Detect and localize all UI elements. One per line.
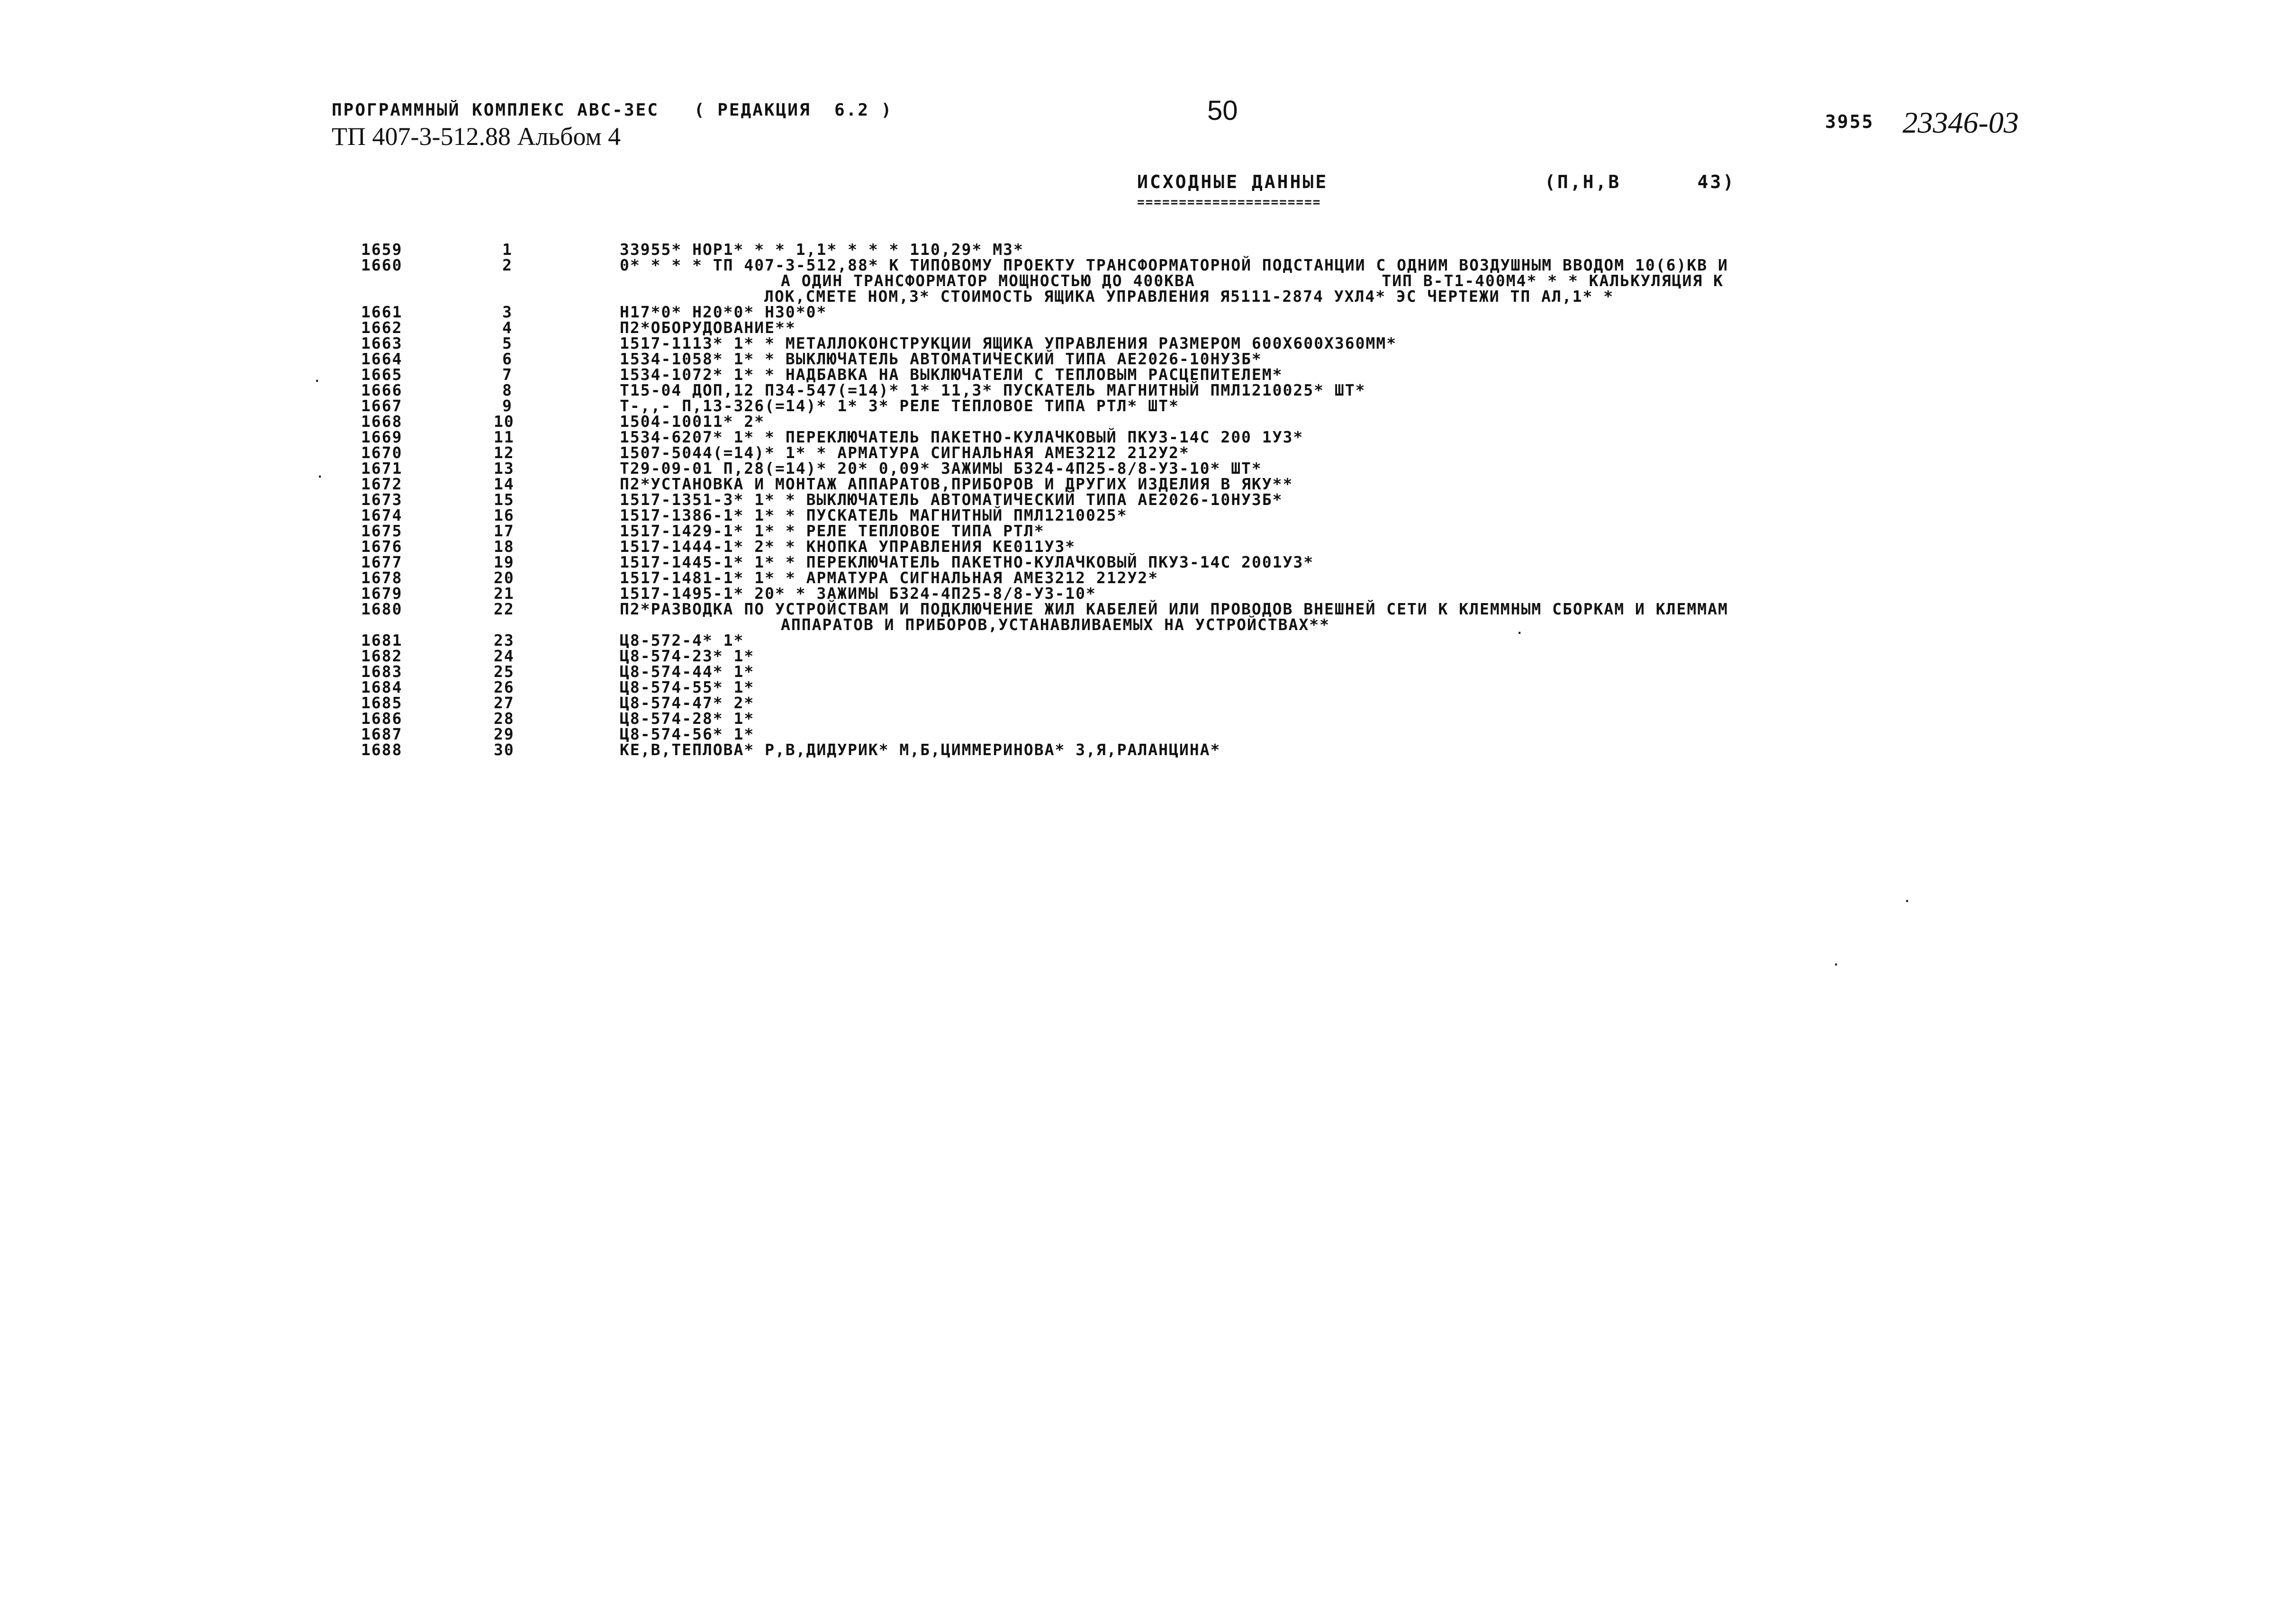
record-text: Ц8-574-23* 1* (620, 647, 755, 665)
record-text: П2*ОБОРУДОВАНИЕ** (620, 318, 796, 337)
table-row (0, 460, 1724, 476)
line-number: 1667 (361, 397, 403, 415)
record-text: 1504-10011* 2* (620, 412, 765, 431)
scan-speck: · (316, 470, 324, 483)
sequence-number: 28 (494, 709, 515, 728)
table-row (0, 600, 1728, 618)
line-number: 1669 (361, 428, 403, 446)
line-number: 1685 (361, 694, 403, 712)
sequence-number: 8 (502, 381, 513, 399)
line-number: 1683 (361, 662, 403, 681)
sequence-number: 1 (502, 240, 513, 259)
record-text: 1517-1386-1* 1* * ПУСКАТЕЛЬ МАГНИТНЫЙ ПМЛ1210025* (620, 506, 1128, 524)
table-row (0, 476, 1724, 492)
table-row (0, 523, 1724, 539)
sequence-number: 22 (494, 600, 515, 618)
sequence-number: 30 (494, 740, 515, 759)
sequence-number: 20 (494, 568, 515, 587)
record-text: Ц8-574-44* 1* (620, 662, 755, 681)
table-row (0, 726, 1724, 742)
record-text: 1517-1113* 1* * МЕТАЛЛОКОНСТРУКЦИИ ЯЩИКА УПРАВЛЕНИЯ РАЗМЕРОМ 600Х600Х360ММ* (620, 334, 1397, 352)
table-row (0, 445, 1724, 460)
table-row (0, 679, 1724, 695)
record-text: Т29-09-01 П,28(=14)* 20* 0,09* ЗАЖИМЫ Б324-4П25-8/8-У3-10* ШТ* (620, 459, 1262, 478)
line-number: 1673 (361, 490, 403, 509)
sequence-number: 7 (502, 365, 513, 384)
record-text: Т-,,- П,13-326(=14)* 1* 3* РЕЛЕ ТЕПЛОВОЕ ТИПА РТЛ* ШТ* (620, 397, 1179, 415)
table-row (0, 242, 1724, 257)
line-number: 1674 (361, 506, 403, 524)
record-text: 1517-1445-1* 1* * ПЕРЕКЛЮЧАТЕЛЬ ПАКЕТНО-КУЛАЧКОВЫЙ ПКУ3-14С 2001У3* (620, 553, 1314, 571)
line-number: 1671 (361, 459, 403, 478)
record-text: Ц8-574-55* 1* (620, 678, 755, 696)
record-text: Ц8-572-4* 1* (620, 631, 744, 650)
line-number: 1659 (361, 240, 403, 259)
table-row (0, 398, 1724, 414)
line-number: 1664 (361, 350, 403, 368)
page-header-right (1825, 100, 2019, 139)
sequence-number: 24 (494, 647, 515, 665)
table-row (0, 664, 1724, 679)
line-number: 1660 (361, 256, 403, 274)
handwritten-stamp: 23346-03 (1902, 106, 2019, 139)
scan-speck: · (314, 374, 321, 388)
sequence-number: 15 (494, 490, 515, 509)
table-row (0, 711, 1724, 726)
record-text: 1517-1495-1* 20* * ЗАЖИМЫ Б324-4П25-8/8-У3-10* (620, 584, 1096, 603)
line-number: 1672 (361, 475, 403, 493)
record-text: 0* * * * ТП 407-3-512,88* К ТИПОВОМУ ПРОЕКТУ ТРАНСФОРМАТОРНОЙ ПОДСТАНЦИИ С ОДНИМ ВОЗДУШНЫМ ВВОДОМ 10(6)КВ И (620, 256, 1728, 274)
table-row (0, 382, 1724, 398)
continuation-line: А ОДИН ТРАНСФОРМАТОР МОЩНОСТЬЮ ДО 400КВА ТИП В-Т1-400М4* * * КАЛЬКУЛЯЦИЯ К (781, 271, 1724, 290)
table-row (0, 367, 1724, 382)
sequence-number: 2 (502, 256, 513, 274)
sequence-number: 10 (494, 412, 515, 431)
table-row (0, 570, 1724, 586)
line-number: 1666 (361, 381, 403, 399)
sequence-number: 25 (494, 662, 515, 681)
line-number: 1678 (361, 568, 403, 587)
sequence-number: 17 (494, 522, 515, 540)
table-row (0, 320, 1724, 335)
sequence-number: 4 (502, 318, 513, 337)
data-rows (0, 240, 1728, 759)
record-text: 1517-1444-1* 2* * КНОПКА УПРАВЛЕНИЯ КЕ011У3* (620, 537, 1076, 556)
sequence-number: 12 (494, 443, 515, 462)
table-row (0, 742, 1724, 758)
record-text: Н17*0* Н20*0* Н30*0* (620, 303, 827, 321)
line-number: 1670 (361, 443, 403, 462)
continuation-line: ЛОК,СМЕТЕ НОМ,3* СТОИМОСТЬ ЯЩИКА УПРАВЛЕНИЯ Я5111-2874 УХЛ4* ЭС ЧЕРТЕЖИ ТП АЛ,1* * (764, 287, 1614, 306)
sequence-number: 11 (494, 428, 515, 446)
record-text: Ц8-574-56* 1* (620, 725, 755, 743)
sequence-number: 18 (494, 537, 515, 556)
table-row (0, 414, 1724, 429)
scan-speck: · (1516, 626, 1523, 640)
line-number: 1662 (361, 318, 403, 337)
section-params: (П,Н,В 43) (1545, 171, 1736, 192)
table-row (0, 507, 1724, 523)
project-designation: ТП 407-3-512.88 Альбом 4 (332, 122, 621, 151)
line-number: 1680 (361, 600, 403, 618)
line-number: 1684 (361, 678, 403, 696)
sequence-number: 21 (494, 584, 515, 603)
sequence-number: 29 (494, 725, 515, 743)
table-row (0, 648, 1724, 664)
document-number: 3955 (1825, 111, 1874, 132)
table-row (0, 539, 1724, 554)
section-title-block (1137, 171, 1736, 209)
line-number: 1668 (361, 412, 403, 431)
sequence-number: 19 (494, 553, 515, 571)
line-number: 1663 (361, 334, 403, 352)
record-text: Т15-04 ДОП,12 П34-547(=14)* 1* 11,3* ПУСКАТЕЛЬ МАГНИТНЫЙ ПМЛ1210025* ШТ* (620, 381, 1366, 399)
table-row (0, 256, 1728, 274)
sequence-number: 23 (494, 631, 515, 650)
sequence-number: 5 (502, 334, 513, 352)
sequence-number: 6 (502, 350, 513, 368)
record-text: Ц8-574-28* 1* (620, 709, 755, 728)
line-number: 1679 (361, 584, 403, 603)
record-text: Ц8-574-47* 2* (620, 694, 755, 712)
record-text: П2*РАЗВОДКА ПО УСТРОЙСТВАМ И ПОДКЛЮЧЕНИЕ ЖИЛ КАБЕЛЕЙ ИЛИ ПРОВОДОВ ВНЕШНЕЙ СЕТИ К КЛЕММНЫМ СБОРКАМ И КЛЕММАМ (620, 600, 1728, 618)
line-number: 1681 (361, 631, 403, 650)
line-number: 1682 (361, 647, 403, 665)
record-text: 1534-6207* 1* * ПЕРЕКЛЮЧАТЕЛЬ ПАКЕТНО-КУЛАЧКОВЫЙ ПКУ3-14С 200 1У3* (620, 428, 1304, 446)
scan-speck: · (1833, 958, 1840, 971)
line-number: 1665 (361, 365, 403, 384)
line-number: 1677 (361, 553, 403, 571)
table-row (0, 586, 1724, 601)
record-text: 1517-1429-1* 1* * РЕЛЕ ТЕПЛОВОЕ ТИПА РТЛ* (620, 522, 1045, 540)
sequence-number: 3 (502, 303, 513, 321)
sequence-number: 16 (494, 506, 515, 524)
line-number: 1676 (361, 537, 403, 556)
line-number: 1661 (361, 303, 403, 321)
record-text: 1534-1058* 1* * ВЫКЛЮЧАТЕЛЬ АВТОМАТИЧЕСКИЙ ТИПА АЕ2026-10НУ3Б* (620, 350, 1262, 368)
sequence-number: 26 (494, 678, 515, 696)
continuation-line: АППАРАТОВ И ПРИБОРОВ,УСТАНАВЛИВАЕМЫХ НА УСТРОЙСТВАХ** (781, 615, 1330, 634)
program-name: ПРОГРАММНЫЙ КОМПЛЕКС АВС-ЗЕС ( РЕДАКЦИЯ 6.2 ) (332, 100, 893, 120)
record-text: КЕ,В,ТЕПЛОВА* Р,В,ДИДУРИК* М,Б,ЦИММЕРИНОВА* З,Я,РАЛАНЦИНА* (620, 740, 1221, 759)
scan-speck: · (1904, 894, 1911, 908)
table-row (0, 492, 1724, 507)
table-row (0, 695, 1724, 711)
sequence-number: 13 (494, 459, 515, 478)
record-text: 1534-1072* 1* * НАДБАВКА НА ВЫКЛЮЧАТЕЛИ С ТЕПЛОВЫМ РАСЦЕПИТЕЛЕМ* (620, 365, 1283, 384)
line-number: 1675 (361, 522, 403, 540)
sequence-number: 27 (494, 694, 515, 712)
table-row (0, 351, 1724, 367)
title-underline: ====================== (1137, 195, 1321, 209)
record-text: 1507-5044(=14)* 1* * АРМАТУРА СИГНАЛЬНАЯ АМЕ3212 212У2* (620, 443, 1190, 462)
table-row (0, 304, 1724, 320)
table-row (0, 335, 1724, 351)
line-number: 1688 (361, 740, 403, 759)
sequence-number: 9 (502, 397, 513, 415)
record-text: 33955* НОР1* * * 1,1* * * * 110,29* М3* (620, 240, 1024, 259)
line-number: 1686 (361, 709, 403, 728)
page-header-left (332, 100, 893, 151)
section-title: ИСХОДНЫЕ ДАННЫЕ (1137, 171, 1329, 192)
record-text: П2*УСТАНОВКА И МОНТАЖ АППАРАТОВ,ПРИБОРОВ И ДРУГИХ ИЗДЕЛИЯ В ЯКУ** (620, 475, 1293, 493)
sequence-number: 14 (494, 475, 515, 493)
page-number: 50 (1207, 95, 1238, 126)
table-row (0, 554, 1724, 570)
line-number: 1687 (361, 725, 403, 743)
table-row (0, 632, 1724, 648)
table-row (0, 429, 1724, 445)
record-text: 1517-1481-1* 1* * АРМАТУРА СИГНАЛЬНАЯ АМЕ3212 212У2* (620, 568, 1159, 587)
record-text: 1517-1351-3* 1* * ВЫКЛЮЧАТЕЛЬ АВТОМАТИЧЕСКИЙ ТИПА АЕ2026-10НУ3Б* (620, 490, 1283, 509)
